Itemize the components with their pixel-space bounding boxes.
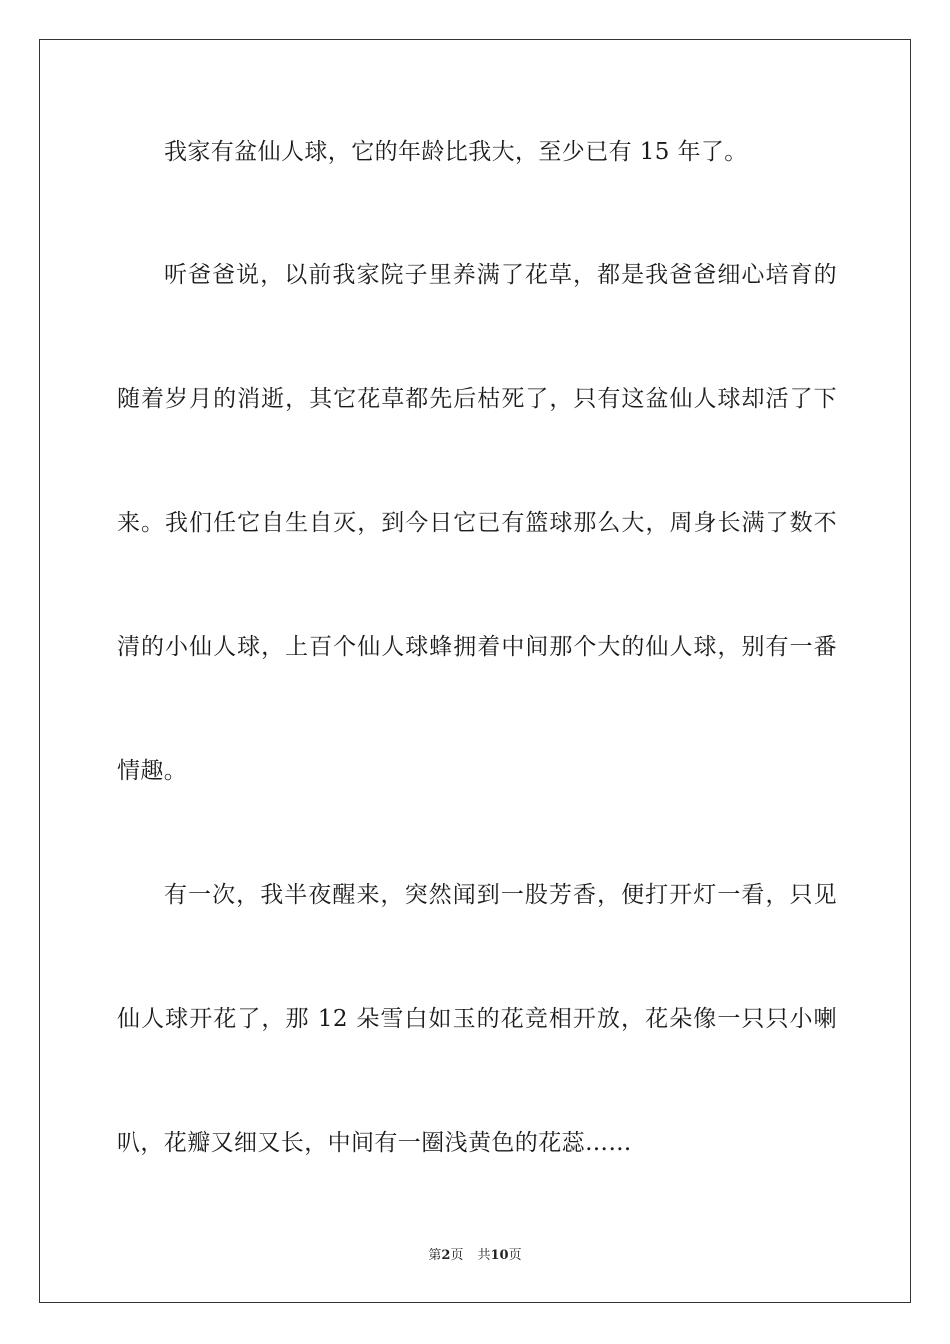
paragraph-2-line-1: 听爸爸说，以前我家院子里养满了花草，都是我爸爸细心培育的	[164, 262, 837, 288]
page-prefix: 第	[428, 1248, 442, 1263]
paragraph-2-line-3: 来。我们任它自生自灭，到今日它已有篮球那么大，周身长满了数不	[117, 510, 837, 536]
paragraph-3-line-3: 叭，花瓣又细又长，中间有一圈浅黄色的花蕊……	[117, 1130, 632, 1156]
paragraph-3-line-2: 仙人球开花了，那 12 朵雪白如玉的花竞相开放，花朵像一只只小喇	[117, 1006, 837, 1032]
page-suffix: 页	[450, 1248, 464, 1263]
paragraph-3-line-1: 有一次，我半夜醒来，突然闻到一股芳香，便打开灯一看，只见	[164, 882, 837, 908]
paragraph-2-line-4: 清的小仙人球，上百个仙人球蜂拥着中间那个大的仙人球，别有一番	[117, 634, 837, 660]
page-number: 2	[441, 1248, 451, 1263]
total-prefix: 共	[477, 1248, 491, 1263]
total-pages: 10	[490, 1248, 509, 1263]
total-suffix: 页	[508, 1248, 522, 1263]
paragraph-1-line-1: 我家有盆仙人球，它的年龄比我大，至少已有 15 年了。	[164, 139, 748, 165]
paragraph-2-line-5: 情趣。	[117, 758, 188, 784]
page-border	[39, 39, 911, 1303]
paragraph-2-line-2: 随着岁月的消逝，其它花草都先后枯死了，只有这盆仙人球却活了下	[117, 386, 837, 412]
page-footer	[0, 1247, 950, 1265]
